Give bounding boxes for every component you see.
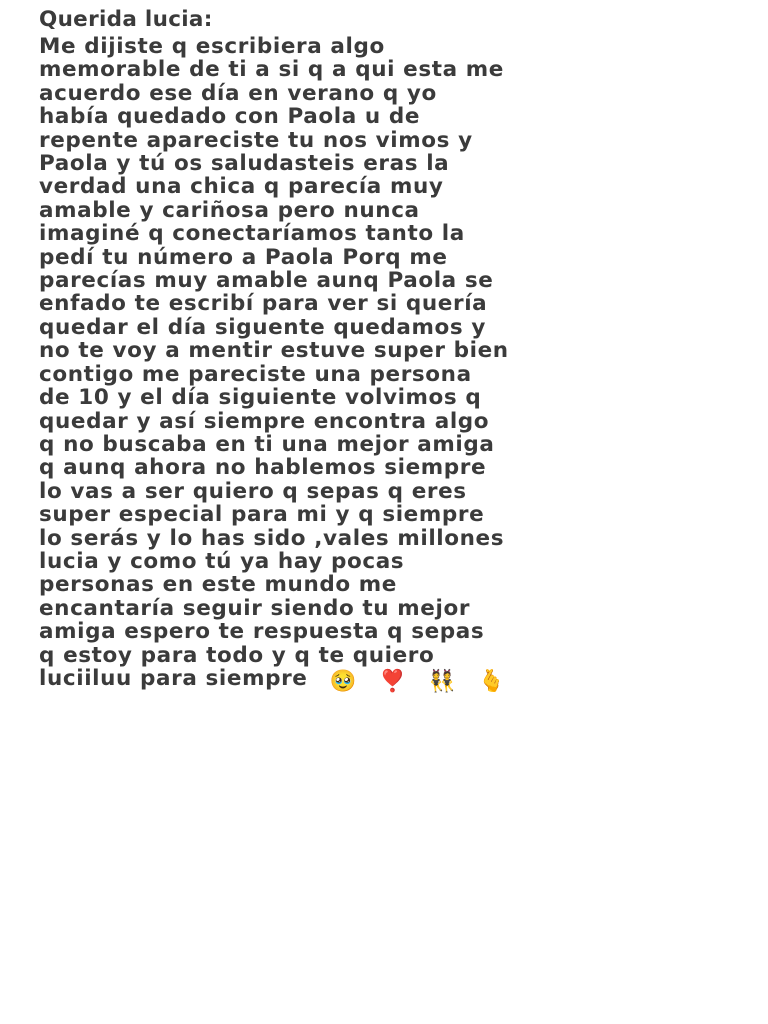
letter-line: encantaría seguir siendo tu mejor (39, 595, 471, 621)
letter-line: pedí tu número a Paola Porq me (39, 244, 448, 270)
letter-line: lo vas a ser quiero q sepas q eres (39, 478, 467, 504)
dancers-icon: 👯 (428, 668, 456, 694)
letter-line: había quedado con Paola u de (39, 104, 421, 130)
letter-line: enfado te escribí para ver si quería (39, 291, 488, 317)
letter-line: lo serás y lo has sido ,vales millones (39, 525, 505, 551)
letter-greeting: Querida lucia: (39, 7, 213, 32)
letter-line: repente apareciste tu nos vimos y (39, 127, 473, 153)
letter-line: q aunq ahora no hablemos siempre (39, 455, 487, 481)
letter-body (39, 35, 754, 693)
letter-line: amable y cariñosa pero nunca (39, 197, 420, 223)
letter-line: quedar el día siguente quedamos y (39, 314, 486, 340)
letter-line: verdad una chica q parecía muy (39, 174, 444, 200)
finger-heart-icon: 🫰 (477, 668, 506, 694)
letter-line: memorable de ti a si q a qui esta me (39, 57, 504, 83)
letter-line: personas en este mundo me (39, 572, 397, 598)
letter-line: Me dijiste q escribiera algo (39, 34, 385, 59)
pleading-face-icon: 🥹 (329, 668, 357, 694)
letter-line: super especial para mi y q siempre (39, 502, 485, 528)
letter-line: lucia y como tú ya hay pocas (39, 548, 405, 574)
letter-line: no te voy a mentir estuve super bien (39, 338, 509, 364)
letter-line: imaginé q conectaríamos tanto la (39, 221, 465, 247)
letter-line: amiga espero te respuesta q sepas (39, 619, 485, 645)
letter-line: q no buscaba en ti una mejor amiga (39, 431, 495, 457)
letter-line: Paola y tú os saludasteis eras la (39, 151, 450, 177)
letter-line: parecías muy amable aunq Paola se (39, 268, 494, 294)
letter-line: acuerdo ese día en verano q yo (39, 80, 437, 106)
emoji-row (330, 670, 520, 693)
letter-line: q estoy para todo y q te quiero (39, 642, 435, 668)
heart-exclamation-icon: ❣️ (379, 668, 407, 694)
letter-line: contigo me pareciste una persona (39, 361, 472, 387)
letter-last-line-text: luciiluu para siempre (39, 665, 308, 691)
letter-line: quedar y así siempre encontra algo (39, 408, 490, 434)
letter-line: de 10 y el día siguiente volvimos q (39, 385, 482, 411)
letter-last-line (39, 667, 754, 693)
